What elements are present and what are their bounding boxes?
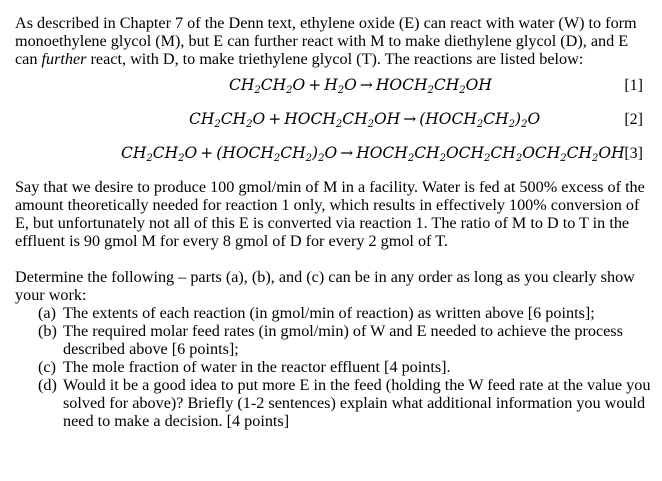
reaction-2 [15,102,651,136]
scenario-paragraph: Say that we desire to produce 100 gmol/min of M in a facility. Water is fed at 500% excess of the amount theoretically needed for reaction 1 only, which results in effectively 100% conversion of E, but unfortunately not all of this E is converted via reaction 1. The ratio of M to D to T in the effluent is 90 gmol M for every 8 gmol of D for every 2 gmol of T. [15,178,645,250]
reaction-1-number: [1] [624,77,643,94]
instructions-paragraph: Determine the following – parts (a), (b), and (c) can be in any order as long as you clearly show your work: [15,268,635,304]
part-label: (c) [38,358,56,376]
list-item [15,376,651,430]
part-text: The required molar feed rates (in gmol/min) of W and E needed to achieve the process described above [6 points]; [63,322,623,358]
reaction-3 [15,136,651,170]
intro-emphasis: further [41,50,87,68]
reaction-2-number: [2] [624,111,643,128]
reaction-3-number: [3] [624,145,643,162]
intro-text-2: react, with D, to make triethylene glycol (T). The reactions are listed below: [86,50,584,68]
list-item [15,322,651,358]
problem-document [15,14,651,430]
intro-text-1: As described in Chapter 7 of the Denn text, ethylene oxide (E) can react with water (W) to form monoethylene glycol (M), but E can further react with M to make diethylene glycol (D), and E can [15,14,637,68]
intro-paragraph [15,14,651,68]
reaction-3-equation: $CH_2CH_2O$ + $(HOCH_2CH_2)_2O$ → $HOCH_2CH_2OCH_2CH_2OCH_2CH_2OH$ [121,144,625,164]
reaction-1 [15,68,651,102]
parts-list [15,304,651,430]
reaction-1-equation: $CH_2CH_2O + H_2O$ → $HOCH_2CH_2OH$ [229,76,492,96]
part-label: (d) [38,376,57,394]
part-label: (a) [38,304,56,322]
part-text: The extents of each reaction (in gmol/min of reaction) as written above [6 points]; [63,304,595,322]
list-item [15,358,651,376]
reaction-2-equation: $CH_2CH_2O$ + $HOCH_2CH_2OH$ → $(HOCH_2CH_2)_2O$ [189,110,541,130]
list-item [15,304,651,322]
part-text: Would it be a good idea to put more E in the feed (holding the W feed rate at the value you solved for above)? Briefly (1-2 sentences) explain what additional information you would need to make a decision. [4 points] [63,376,651,430]
part-text: The mole fraction of water in the reactor effluent [4 points]. [63,358,451,376]
part-label: (b) [38,322,57,340]
